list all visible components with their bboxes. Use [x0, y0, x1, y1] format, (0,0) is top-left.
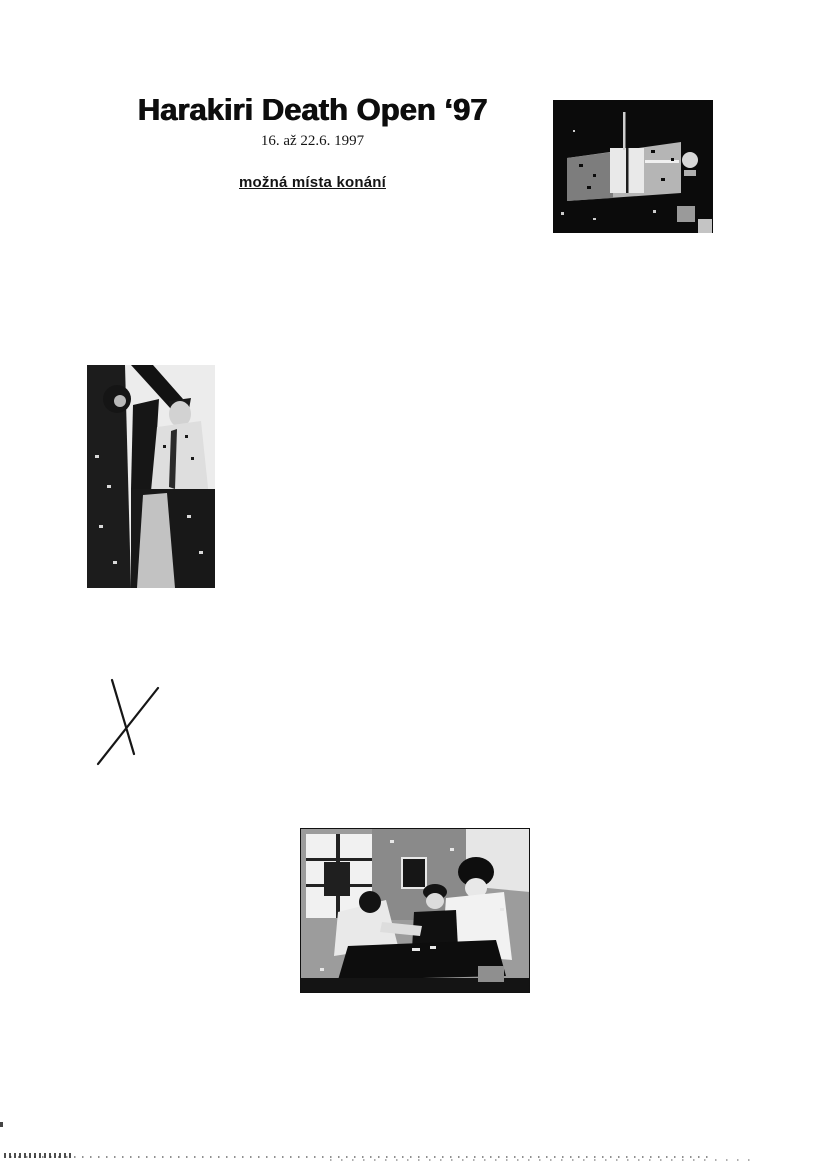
scan-noise-line	[330, 1159, 750, 1161]
page-subtitle: možná místa konání	[239, 174, 386, 191]
handwritten-strikethrough	[88, 672, 178, 772]
document-header	[85, 93, 540, 191]
event-date: 16. až 22.6. 1997	[260, 133, 365, 149]
scan-speck	[0, 1122, 3, 1127]
venue-photo-person	[87, 365, 215, 588]
scan-noise-blob	[4, 1153, 74, 1158]
venue-photo-group	[300, 828, 530, 993]
venue-photo-building	[553, 100, 713, 233]
scan-noise-line	[10, 1156, 710, 1158]
page-title: Harakiri Death Open ‘97	[137, 92, 488, 127]
